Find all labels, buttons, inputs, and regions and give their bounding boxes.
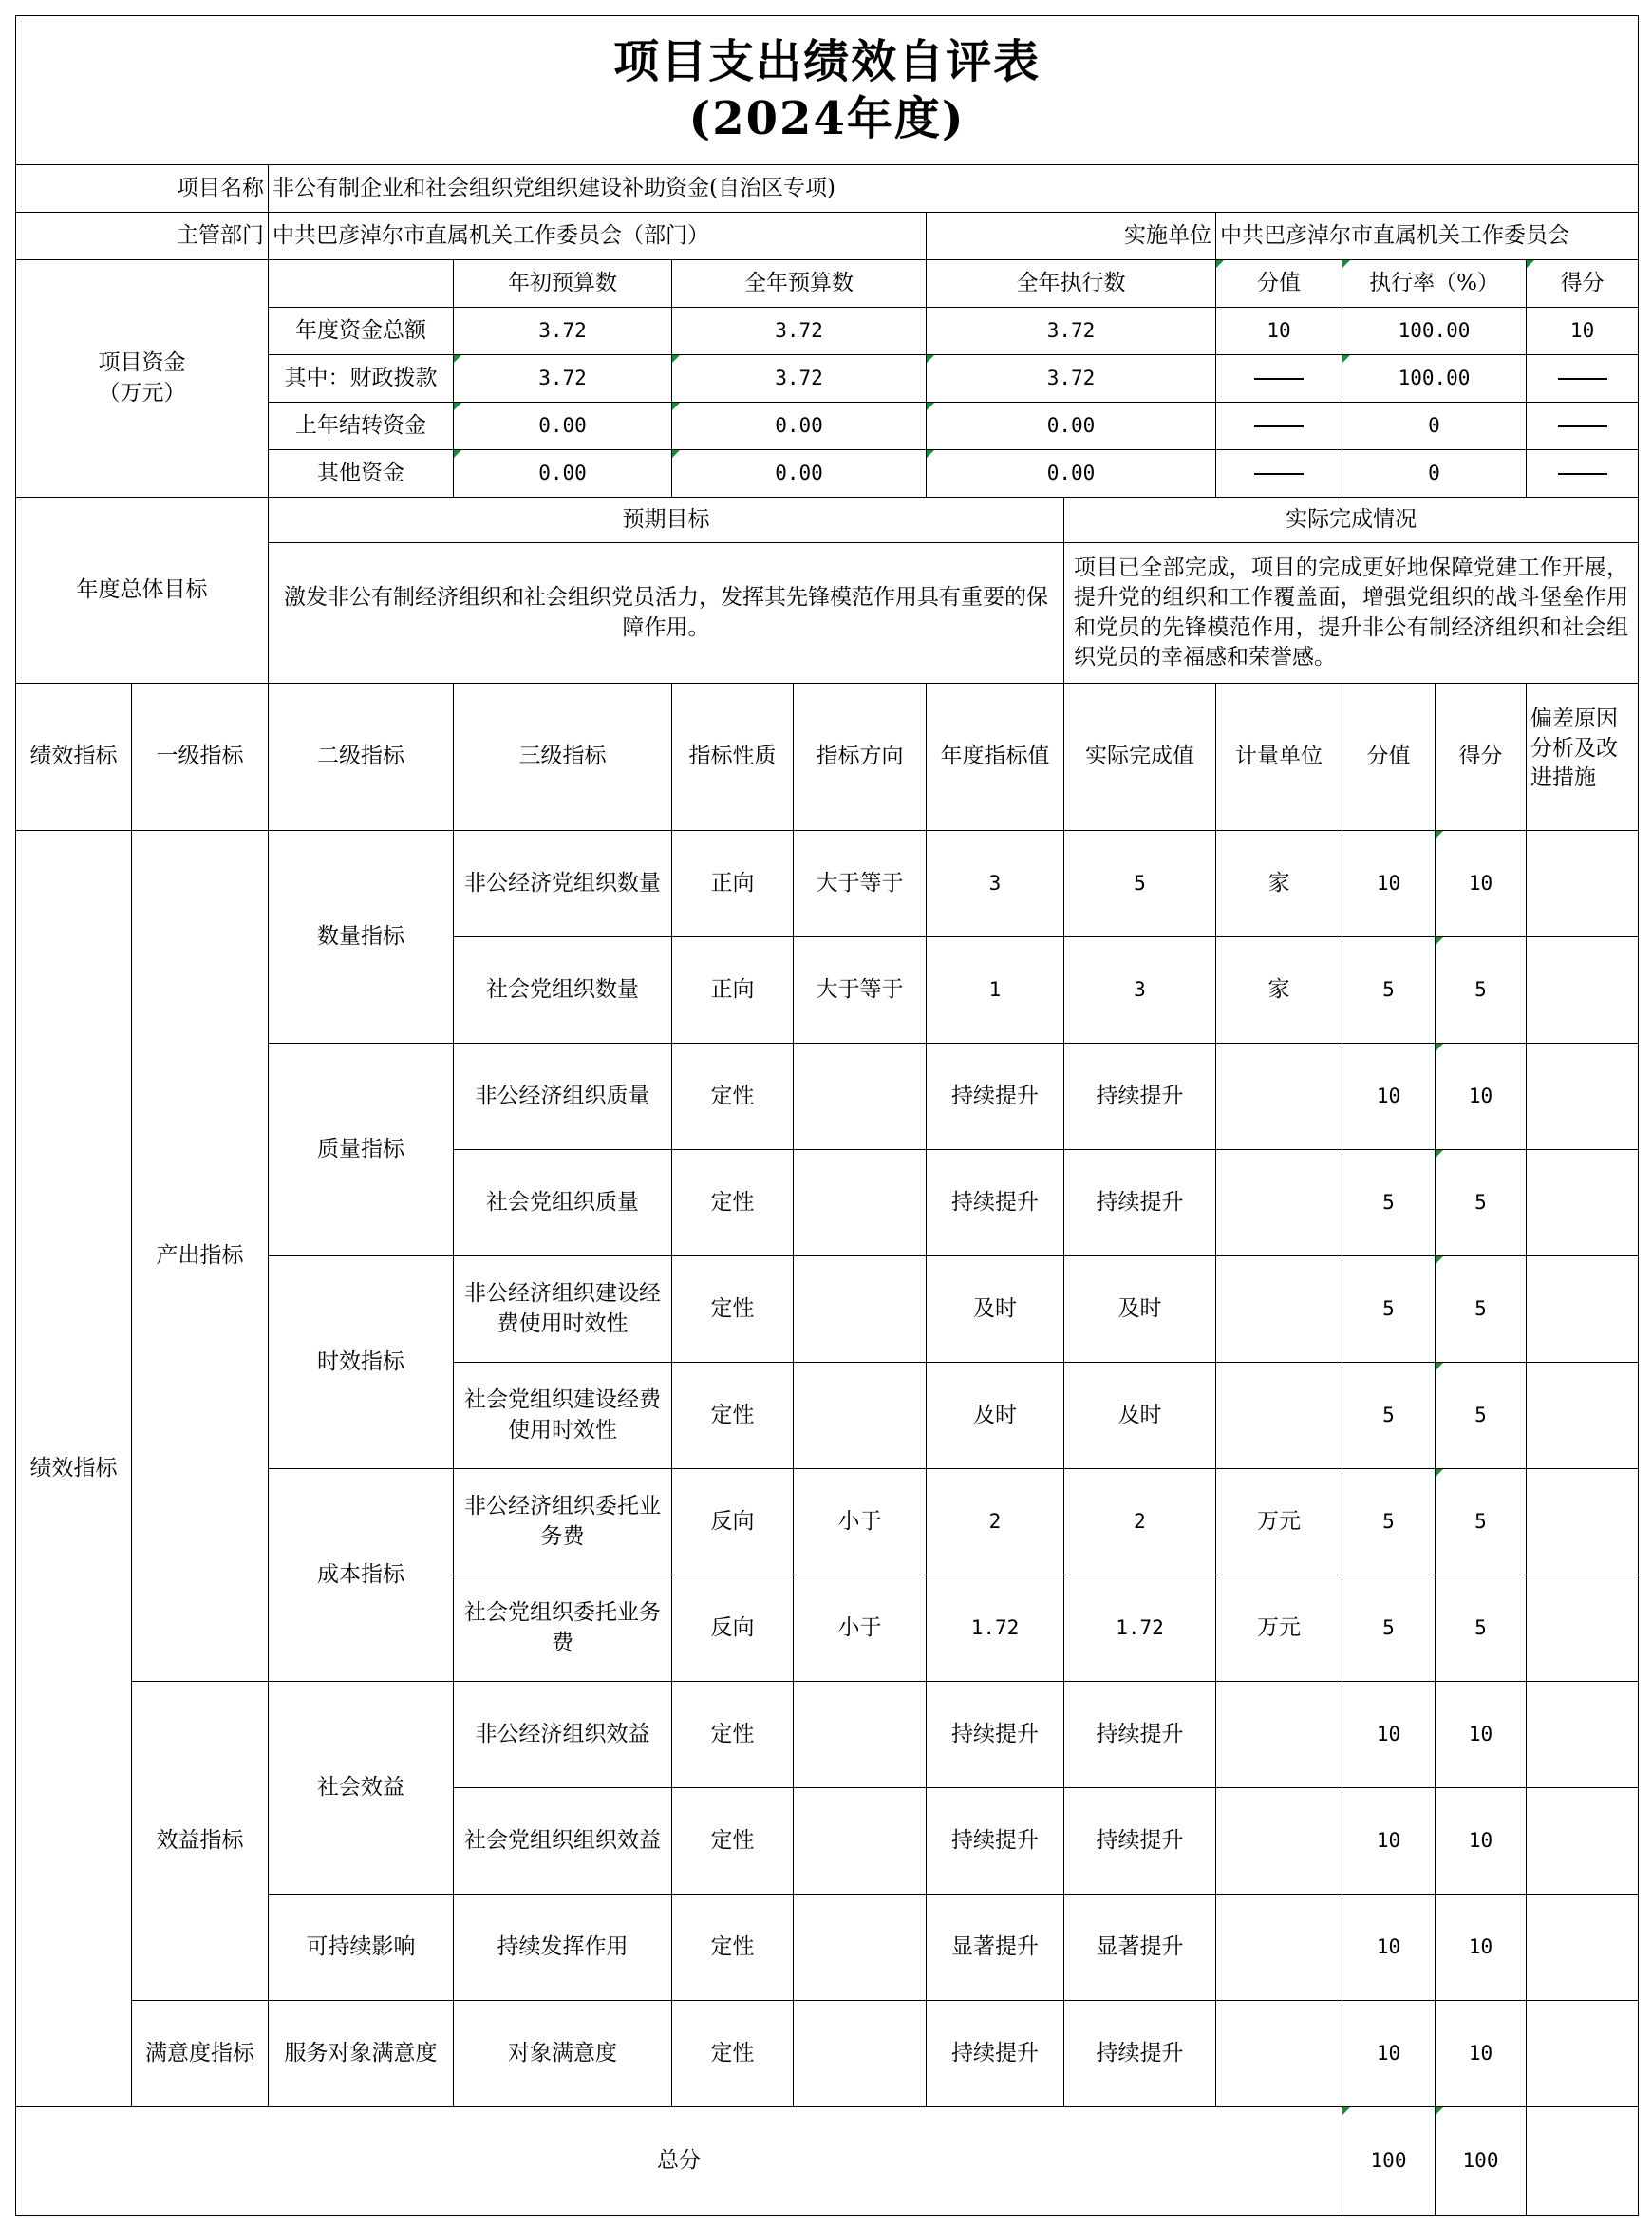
indicator-actual: 持续提升 — [1064, 1044, 1216, 1150]
department-value: 中共巴彦淖尔市直属机关工作委员会（部门） — [269, 213, 927, 260]
indicator-deviation — [1527, 1150, 1639, 1256]
indicator-score: 10 — [1436, 831, 1527, 937]
funds-rate: 0 — [1342, 450, 1527, 498]
funds-label: 项目资金 — [98, 350, 186, 376]
indicator-score-value: 5 — [1342, 1150, 1436, 1256]
funds-header-score-value: 分值 — [1216, 260, 1342, 308]
indicator-direction — [794, 2001, 927, 2107]
funds-header-score: 得分 — [1527, 260, 1639, 308]
actual-completion-header: 实际完成情况 — [1064, 498, 1639, 543]
indicator-target: 1 — [927, 937, 1064, 1044]
indicator-score: 10 — [1436, 1044, 1527, 1150]
dash-mark — [1254, 425, 1304, 427]
funds-annual: 3.72 — [672, 308, 927, 355]
funds-header-annual: 全年预算数 — [672, 260, 927, 308]
indicator-score: 10 — [1436, 1788, 1527, 1895]
funds-executed: 3.72 — [927, 355, 1216, 403]
indicator-name: 社会党组织组织效益 — [454, 1788, 672, 1895]
indicator-nature: 定性 — [672, 1150, 794, 1256]
indicator-nature: 定性 — [672, 2001, 794, 2107]
dash-mark — [1558, 473, 1607, 475]
indicator-deviation — [1527, 1895, 1639, 2001]
indicator-score: 5 — [1436, 937, 1527, 1044]
indicator-nature: 定性 — [672, 1682, 794, 1788]
indicator-target: 及时 — [927, 1256, 1064, 1363]
indicator-name: 非公经济组织质量 — [454, 1044, 672, 1150]
dash-mark — [1254, 378, 1304, 380]
indicator-deviation — [1527, 937, 1639, 1044]
funds-header-blank — [269, 260, 454, 308]
funds-header-executed: 全年执行数 — [927, 260, 1216, 308]
funds-score-empty — [1527, 355, 1639, 403]
indicator-direction — [794, 1044, 927, 1150]
indicator-actual: 2 — [1064, 1469, 1216, 1575]
header-performance-indicator: 绩效指标 — [16, 684, 132, 831]
expected-goal-header: 预期目标 — [269, 498, 1064, 543]
header-direction: 指标方向 — [794, 684, 927, 831]
indicator-unit — [1216, 1256, 1342, 1363]
header-level1: 一级指标 — [132, 684, 269, 831]
indicator-target: 持续提升 — [927, 1788, 1064, 1895]
indicator-target: 持续提升 — [927, 2001, 1064, 2107]
indicator-actual: 持续提升 — [1064, 1682, 1216, 1788]
indicator-unit — [1216, 2001, 1342, 2107]
indicator-name: 持续发挥作用 — [454, 1895, 672, 2001]
indicator-target: 2 — [927, 1469, 1064, 1575]
indicator-score: 10 — [1436, 1895, 1527, 2001]
implementing-unit-value: 中共巴彦淖尔市直属机关工作委员会 — [1216, 213, 1639, 260]
funds-score-value: 10 — [1216, 308, 1342, 355]
indicator-actual: 及时 — [1064, 1363, 1216, 1469]
indicator-name: 社会党组织质量 — [454, 1150, 672, 1256]
performance-self-evaluation-table — [15, 15, 1639, 2216]
project-name-label: 项目名称 — [16, 165, 269, 213]
indicator-unit — [1216, 1895, 1342, 2001]
indicator-score-value: 5 — [1342, 937, 1436, 1044]
funds-unit-label: （万元） — [98, 380, 186, 406]
indicator-score: 10 — [1436, 1682, 1527, 1788]
indicator-direction — [794, 1788, 927, 1895]
level1-benefit: 效益指标 — [132, 1682, 269, 2001]
funds-initial: 3.72 — [454, 355, 672, 403]
header-actual-value: 实际完成值 — [1064, 684, 1216, 831]
funds-header-initial: 年初预算数 — [454, 260, 672, 308]
indicator-score-value: 10 — [1342, 2001, 1436, 2107]
indicator-score-value: 5 — [1342, 1469, 1436, 1575]
indicator-score: 5 — [1436, 1363, 1527, 1469]
indicator-name: 社会党组织数量 — [454, 937, 672, 1044]
indicator-direction: 小于 — [794, 1575, 927, 1682]
header-deviation: 偏差原因分析及改进措施 — [1527, 684, 1639, 831]
indicator-score-value: 5 — [1342, 1363, 1436, 1469]
indicator-nature: 定性 — [672, 1788, 794, 1895]
expected-goal-text: 激发非公有制经济组织和社会组织党员活力，发挥其先锋模范作用具有重要的保障作用。 — [269, 543, 1064, 684]
funds-executed: 0.00 — [927, 450, 1216, 498]
indicator-unit: 万元 — [1216, 1469, 1342, 1575]
indicator-direction: 大于等于 — [794, 937, 927, 1044]
actual-completion-text: 项目已全部完成，项目的完成更好地保障党建工作开展，提升党的组织和工作覆盖面，增强党组织的战斗堡垒作用和党员的先锋模范作用，提升非公有制经济组织和社会组织党员的幸福感和荣誉感。 — [1064, 543, 1639, 684]
indicator-nature: 正向 — [672, 937, 794, 1044]
indicator-score: 5 — [1436, 1575, 1527, 1682]
indicator-score-value: 10 — [1342, 1682, 1436, 1788]
indicator-direction — [794, 1363, 927, 1469]
indicator-name: 非公经济党组织数量 — [454, 831, 672, 937]
indicator-score-value: 10 — [1342, 1044, 1436, 1150]
funds-executed: 3.72 — [927, 308, 1216, 355]
indicator-unit — [1216, 1044, 1342, 1150]
dash-mark — [1558, 425, 1607, 427]
level2-timeliness: 时效指标 — [269, 1256, 454, 1469]
funds-score-empty — [1527, 450, 1639, 498]
indicator-target: 显著提升 — [927, 1895, 1064, 2001]
indicator-deviation — [1527, 831, 1639, 937]
indicator-deviation — [1527, 1575, 1639, 1682]
funds-annual: 0.00 — [672, 450, 927, 498]
funds-row-label: 其中：财政拨款 — [269, 355, 454, 403]
department-label: 主管部门 — [16, 213, 269, 260]
funds-rate: 0 — [1342, 403, 1527, 450]
indicator-direction: 大于等于 — [794, 831, 927, 937]
indicator-unit: 家 — [1216, 937, 1342, 1044]
indicator-name: 非公经济组织建设经费使用时效性 — [454, 1256, 672, 1363]
indicator-name: 对象满意度 — [454, 2001, 672, 2107]
indicator-direction — [794, 1895, 927, 2001]
indicator-score: 5 — [1436, 1256, 1527, 1363]
level1-satisfaction: 满意度指标 — [132, 2001, 269, 2107]
dash-mark — [1254, 473, 1304, 475]
indicator-target: 持续提升 — [927, 1682, 1064, 1788]
indicator-deviation — [1527, 1044, 1639, 1150]
indicator-actual: 3 — [1064, 937, 1216, 1044]
indicator-unit — [1216, 1682, 1342, 1788]
indicator-nature: 定性 — [672, 1363, 794, 1469]
total-score-value: 100 — [1342, 2107, 1436, 2216]
indicator-score: 5 — [1436, 1150, 1527, 1256]
indicator-name: 非公经济组织效益 — [454, 1682, 672, 1788]
level2-sustainability: 可持续影响 — [269, 1895, 454, 2001]
indicator-name: 社会党组织委托业务费 — [454, 1575, 672, 1682]
header-score-value: 分值 — [1342, 684, 1436, 831]
level2-quality: 质量指标 — [269, 1044, 454, 1256]
indicator-nature: 反向 — [672, 1575, 794, 1682]
indicator-deviation — [1527, 1469, 1639, 1575]
indicator-score: 10 — [1436, 2001, 1527, 2107]
header-annual-target: 年度指标值 — [927, 684, 1064, 831]
indicator-target: 及时 — [927, 1363, 1064, 1469]
indicator-unit: 万元 — [1216, 1575, 1342, 1682]
header-level2: 二级指标 — [269, 684, 454, 831]
indicator-name: 社会党组织建设经费使用时效性 — [454, 1363, 672, 1469]
indicator-unit: 家 — [1216, 831, 1342, 937]
total-label: 总分 — [16, 2107, 1342, 2216]
indicator-score-value: 5 — [1342, 1256, 1436, 1363]
project-funds-label — [16, 260, 269, 498]
indicator-nature: 反向 — [672, 1469, 794, 1575]
title-line-2: (2024年度) — [688, 92, 966, 145]
header-unit: 计量单位 — [1216, 684, 1342, 831]
level2-cost: 成本指标 — [269, 1469, 454, 1682]
funds-initial: 0.00 — [454, 450, 672, 498]
indicator-score-value: 5 — [1342, 1575, 1436, 1682]
funds-score-empty — [1527, 403, 1639, 450]
indicator-score-value: 10 — [1342, 831, 1436, 937]
level2-quantity: 数量指标 — [269, 831, 454, 1044]
indicator-score-value: 10 — [1342, 1788, 1436, 1895]
level2-social-benefit: 社会效益 — [269, 1682, 454, 1895]
indicator-target: 持续提升 — [927, 1150, 1064, 1256]
indicator-unit — [1216, 1363, 1342, 1469]
indicator-actual: 持续提升 — [1064, 2001, 1216, 2107]
indicator-target: 3 — [927, 831, 1064, 937]
page-title — [16, 16, 1639, 165]
project-name-value: 非公有制企业和社会组织党组织建设补助资金(自治区专项) — [269, 165, 1639, 213]
funds-initial: 0.00 — [454, 403, 672, 450]
funds-row-label: 其他资金 — [269, 450, 454, 498]
indicator-direction — [794, 1256, 927, 1363]
funds-score-value-empty — [1216, 403, 1342, 450]
funds-score-value-empty — [1216, 450, 1342, 498]
indicator-nature: 定性 — [672, 1256, 794, 1363]
dash-mark — [1558, 378, 1607, 380]
funds-annual: 3.72 — [672, 355, 927, 403]
indicator-actual: 1.72 — [1064, 1575, 1216, 1682]
indicator-unit — [1216, 1150, 1342, 1256]
funds-row-label: 上年结转资金 — [269, 403, 454, 450]
funds-score: 10 — [1527, 308, 1639, 355]
header-score: 得分 — [1436, 684, 1527, 831]
performance-indicator-section: 绩效指标 — [16, 831, 132, 2107]
indicator-unit — [1216, 1788, 1342, 1895]
funds-executed: 0.00 — [927, 403, 1216, 450]
indicator-target: 持续提升 — [927, 1044, 1064, 1150]
indicator-direction — [794, 1150, 927, 1256]
indicator-deviation — [1527, 1256, 1639, 1363]
indicator-deviation — [1527, 1682, 1639, 1788]
header-level3: 三级指标 — [454, 684, 672, 831]
funds-score-value-empty — [1216, 355, 1342, 403]
funds-annual: 0.00 — [672, 403, 927, 450]
indicator-nature: 定性 — [672, 1044, 794, 1150]
indicator-actual: 显著提升 — [1064, 1895, 1216, 2001]
indicator-actual: 及时 — [1064, 1256, 1216, 1363]
indicator-nature: 正向 — [672, 831, 794, 937]
funds-rate: 100.00 — [1342, 355, 1527, 403]
level1-output: 产出指标 — [132, 831, 269, 1682]
title-line-1: 项目支出绩效自评表 — [613, 35, 1042, 88]
indicator-direction — [794, 1682, 927, 1788]
indicator-score-value: 10 — [1342, 1895, 1436, 2001]
implementing-unit-label: 实施单位 — [927, 213, 1216, 260]
indicator-actual: 持续提升 — [1064, 1788, 1216, 1895]
indicator-score: 5 — [1436, 1469, 1527, 1575]
total-deviation — [1527, 2107, 1639, 2216]
indicator-name: 非公经济组织委托业务费 — [454, 1469, 672, 1575]
indicator-actual: 5 — [1064, 831, 1216, 937]
funds-header-rate: 执行率（%） — [1342, 260, 1527, 308]
total-score: 100 — [1436, 2107, 1527, 2216]
funds-rate: 100.00 — [1342, 308, 1527, 355]
funds-row-label: 年度资金总额 — [269, 308, 454, 355]
annual-goal-label: 年度总体目标 — [16, 498, 269, 684]
indicator-deviation — [1527, 1363, 1639, 1469]
level2-service-satisfaction: 服务对象满意度 — [269, 2001, 454, 2107]
indicator-deviation — [1527, 1788, 1639, 1895]
indicator-target: 1.72 — [927, 1575, 1064, 1682]
header-nature: 指标性质 — [672, 684, 794, 831]
indicator-direction: 小于 — [794, 1469, 927, 1575]
indicator-deviation — [1527, 2001, 1639, 2107]
funds-initial: 3.72 — [454, 308, 672, 355]
indicator-nature: 定性 — [672, 1895, 794, 2001]
indicator-actual: 持续提升 — [1064, 1150, 1216, 1256]
